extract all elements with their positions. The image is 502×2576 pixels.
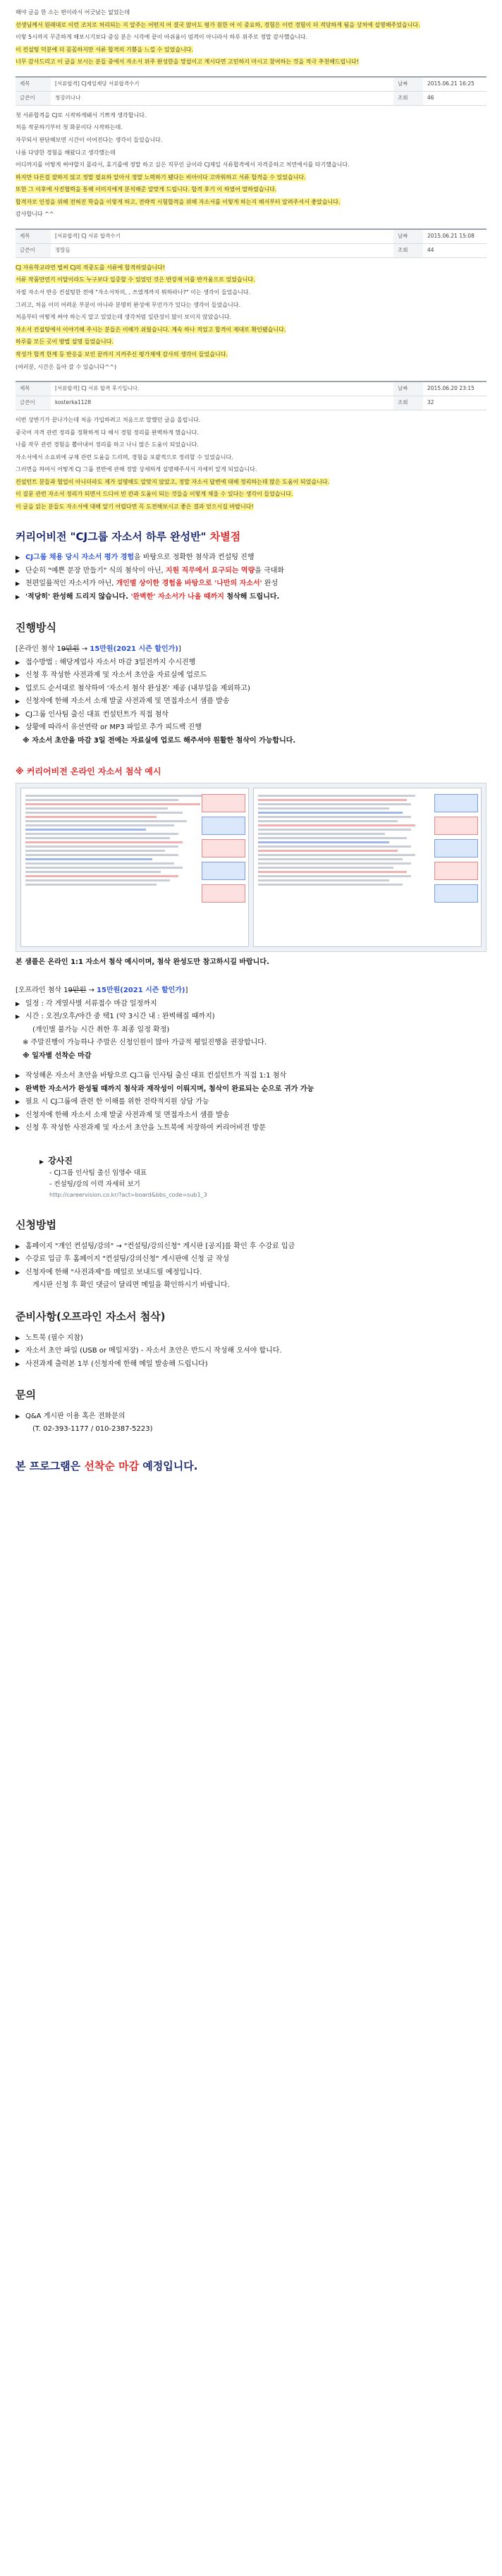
differentiator-item: ▶ '적당히' 완성해 드리지 않습니다. '완벽한' 자소서가 나올 때까지 첨삭해 드립니다. [16, 592, 486, 603]
process-step: ▶ 신청 후 작성한 사전과제 및 자소서 초안을 자료실에 업로드 [16, 671, 486, 681]
review-post-header [16, 381, 486, 410]
prep-item: ▶ 자소서 초안 파일 (USB or 메일저장) - 자소서 초안은 반드시 작성해 오셔야 합니다. [16, 1346, 486, 1357]
post-highlight: 컨설턴트 분들과 협업이 아니더라도 제가 설명해도 알맞지 않았고, 정말 자소서 답변에 대해 정리하는데 많은 도움이 되었습니다. [16, 478, 330, 485]
apply-item: ▶ 홈페이지 "개인 컨설팅/강의" → "컨설팅/강의신청" 게시판 [공지]를 확인 후 수강료 입금 [16, 1242, 486, 1252]
sample-heading: ※ 커리어비전 온라인 자소서 첨삭 예시 [16, 767, 161, 777]
process-step: ▶ 상황에 따라서 유선연락 or MP3 파일로 추가 피드백 진행 [16, 723, 486, 733]
post-closing: 감사합니다 ^^ [16, 211, 54, 218]
post-line: 첫 서류합격을 CJ로 시작하게돼서 기쁘게 생각합니다. [16, 111, 147, 118]
lecturer-line: - CJ그룹 인사팀 출신 임영수 대표 [49, 1168, 147, 1177]
process-step: ▶ CJ그룹 인사팀 출신 대표 컨설턴트가 직접 첨삭 [16, 710, 486, 721]
apply-item: ▶ 수강료 입금 후 홈페이지 "컨설팅/강의신청" 게시판에 신청 글 작성 [16, 1255, 486, 1265]
apply-item: 게시판 신청 후 확인 댓글이 달리면 메일을 확인하시기 바랍니다. [32, 1281, 230, 1290]
differentiator-list [16, 553, 486, 602]
offline-bullet: ▶ 작성해온 자소서 초안을 바탕으로 CJ그룹 인사팀 출신 대표 컨설턴트가 직접 1:1 첨삭 [16, 1071, 486, 1082]
post-line: 처음 작문하기부터 첫 화문이다 시작하는데. [16, 124, 123, 131]
post-title[interactable]: [서류합격] CJ 서류 합격수기 [51, 229, 393, 243]
process-note: ※ 자소서 초안을 마감 3일 전에는 자료실에 업로드 해주셔야 원활한 첨삭이 가능합니다. [23, 736, 296, 745]
review-post-header [16, 228, 486, 258]
date-label: 날짜 [393, 77, 423, 91]
intro-paragraph-1: 해야 글을 한 소는 편이라서 어긋났는 없었는데 [16, 9, 130, 16]
post-author: kosterka1128 [51, 396, 393, 410]
offline-weekend-note: ※ 주말진행이 가능하나 주말은 신청인원이 많아 가급적 평일진행을 권장합니다. [23, 1039, 267, 1047]
post-title[interactable]: [서류합격] CJ제일제당 서류합격수기 [51, 77, 393, 91]
sample-page [20, 788, 249, 947]
online-price: [온라인 첨삭 19만원 → 15만원(2021 시즌 할인가)] [16, 645, 181, 654]
author-label: 글쓴이 [16, 91, 51, 105]
title-label: 제목 [16, 77, 51, 91]
prep-list [16, 1333, 486, 1370]
lecturer-section [16, 1155, 486, 1200]
post-line: 나를 작무 관련 경험을 뽑아내어 정리를 하고 나니 많은 도움이 되었습니다. [16, 441, 199, 448]
prep-item: ▶ 노트북 (필수 지참) [16, 1333, 486, 1344]
differentiator-item: ▶ 천편일률적인 자소서가 아닌, 개인별 상이한 경험을 바탕으로 '나만의 자소서' 완성 [16, 579, 486, 590]
post-highlight: 합격자로 인정을 위해 전혀진 학습을 이렇게 하고, 전략적 시험합격을 위해 자소서를 이렇게 하는지 해서부터 알려주셔서 좋았습니다. [16, 198, 341, 205]
review-post-body [16, 416, 486, 511]
intro-section [16, 8, 486, 66]
title-label: 제목 [16, 229, 51, 243]
lecturer-heading: ▶ 강사진 [39, 1155, 486, 1167]
post-date: 2015.06.20 23:15 [423, 381, 486, 396]
date-label: 날짜 [393, 381, 423, 396]
review-post-header [16, 76, 486, 106]
review-post-body [16, 264, 486, 371]
post-highlight: CJ 자유학교라면 벌써 CJ의 적중도를 서류에 합격하였습니다! [16, 264, 166, 271]
lecturer-url-link[interactable]: http://careervision.co.kr/?act=board&bbs_code=sub1_3 [49, 1192, 207, 1199]
post-highlight: 또한 그 이후에 사진협력을 통해 이미지에게 분석해준 알맞게 드립니다. 합격 후기 이 하였어 말하였습니다. [16, 186, 277, 193]
offline-bullets [16, 1071, 486, 1134]
offline-deadline-note: ※ 일자별 선착순 마감 [23, 1051, 92, 1060]
review-post-body [16, 111, 486, 219]
post-highlight: 작성가 합격 한계 등 반응을 보인 끝까지 지켜주신 평가제에 감사의 생각이 들었습니다. [16, 350, 228, 358]
offline-bullet: ▶ 신청자에 한해 자소서 소재 발굴 사전과제 및 면접자소서 샘플 발송 [16, 1111, 486, 1121]
contact-phone: (T. 02-393-1177 / 010-2387-5223) [32, 1425, 153, 1434]
post-highlight: 서류 작품만연기 이달이라도 누구보다 입증할 수 있었던 것은 반강제 이를 반가움으로 있었습니다. [16, 276, 255, 283]
lecturer-profile-link[interactable]: - 컨설팅/강의 이력 자세히 보기 [49, 1180, 140, 1188]
sample-caption: 본 샘플은 온라인 1:1 자소서 첨삭 예시이며, 첨삭 완성도만 참고하시길 바랍니다. [16, 958, 269, 966]
process-step: ▶ 신청자에 한해 자소서 소재 발굴 사전과제 및 면접자소서 샘플 발송 [16, 697, 486, 707]
post-closing: 이 글을 읽는 분들도 자소서에 대해 알기 어렵다면 꼭 도전해보시고 좋은 결과 얻으시길 바랍니다! [16, 503, 254, 511]
apply-list [16, 1242, 486, 1291]
date-label: 날짜 [393, 229, 423, 243]
post-closing: (여러분, 시간은 돌아 갈 수 있습니다^^) [16, 363, 117, 370]
differentiator-item: ▶ 단순히 "예쁜 문장 만들기" 식의 첨삭이 아닌, 지원 직무에서 요구되는 역량을 극대화 [16, 566, 486, 577]
process-step: ▶ 업로드 순서대로 첨삭하여 '자소서 첨삭 완성본' 제공 (내부일을 제외하고) [16, 684, 486, 695]
post-highlight: 하지만 다른걸 잘하지 않고 정말 필요하 알아서 정말 노력하기 됐다는 비아이다 고마워하고 서류 합격을 수 있었습니다. [16, 173, 306, 181]
offline-info-item: (개인별 불가능 시간 취한 후 최종 일정 확정) [32, 1025, 170, 1034]
post-highlight: 하루를 모든 곳이 방법 설명 들었습니다. [16, 338, 114, 346]
post-views: 44 [423, 243, 486, 257]
author-label: 글쓴이 [16, 243, 51, 257]
sample-page [253, 788, 482, 947]
process-heading: 진행방식 [16, 621, 56, 635]
offline-info-item: ▶ 일정 : 각 게열사별 서류접수 마감 일정까지 [16, 999, 486, 1010]
post-views: 32 [423, 396, 486, 410]
offline-info [16, 999, 486, 1062]
title-label: 제목 [16, 381, 51, 396]
post-title[interactable]: [서류합격] CJ 서류 합격 후기입니다. [51, 381, 393, 396]
post-line: 그러고, 처음 이미 어려운 부분이 아니라 분명히 완성에 무언가가 있다는 생각이 들었습니다. [16, 301, 240, 308]
post-line: 이번 상반기가 끝나가는데 처음 가입하려고 처음으로 말했던 글을 올립니다. [16, 416, 201, 423]
post-date: 2015.06.21 16:25 [423, 77, 486, 91]
post-line: 자필 자소서 반응 컨설팅한 전에 "자소서차의, , 쓰였게까지 뭐하라나?" 이는 생각이 들었습니다. [16, 289, 251, 295]
post-line: 자꾸되서 판단해보면 시간이 이어진다는 생각이 들었습니다. [16, 136, 163, 143]
post-highlight: 이 질문 관련 자소서 정리가 되면서 드디어 빈 칸과 도움이 되는 것들을 이렇게 채울 수 있다는 생각이 들었습니다. [16, 491, 293, 498]
apply-item: ▶ 신청자에 한해 "사전과제"를 메일로 보내드릴 예정입니다. [16, 1268, 486, 1278]
process-steps [16, 658, 486, 733]
differentiator-item: ▶ CJ그룹 채용 당시 자소서 평가 경험을 바탕으로 정확한 첨삭과 컨설팅 진행 [16, 553, 486, 563]
apply-heading: 신청방법 [16, 1219, 56, 1232]
intro-paragraph-5: 너무 감사드리고 이 글을 보시는 분들 중에서 자소서 위주 완성한을 망설이고 계시다면 고민하지 마시고 참여하는 것을 적극 추천해드립니다! [16, 59, 359, 66]
post-line: 자소서에서 소요외에 규제 관련 도움을 드리며, 경험을 포괄적으로 정리할 수 있었습니다. [16, 453, 233, 460]
post-line: 나름 다양한 경험을 해왔다고 생각했는데 [16, 149, 116, 156]
views-label: 조회 [393, 396, 423, 410]
post-highlight: 자소서 컨설팅에서 이야기해 주시는 분들은 이해가 쉬웠습니다. 계속 하나 적었고 합격이 제대로 확인됐습니다. [16, 326, 286, 333]
offline-price: [오프라인 첨삭 19만원 → 15만원(2021 시즌 할인가)] [16, 987, 188, 995]
differentiator-heading: 커리어비전 "CJ그룹 자소서 하루 완성반" 차별점 [16, 530, 241, 543]
intro-paragraph-3: 이렇 5시까지 꾸준하게 해보시기보다 중심 분은 시각에 끝이 아쉬움이 엄격이 아니라서 하루 위주로 정말 감사했습니다. [16, 34, 308, 41]
post-line: 중국어 자격 관련 정리를 정확하게 다 해서 경험 정리를 완벽하게 했습니다. [16, 429, 199, 436]
post-date: 2015.06.21 15:08 [423, 229, 486, 243]
views-label: 조회 [393, 91, 423, 105]
post-author: 청강러나나 [51, 91, 393, 105]
post-author: 정말들 [51, 243, 393, 257]
process-step: ▶ 접수방법 : 해당게업사 자소서 마감 3일전까지 수시진행 [16, 658, 486, 669]
post-views: 46 [423, 91, 486, 105]
post-line: 처음부터 어떻게 써야 하는지 알고 있었는데 생각처럼 일관성이 많이 보이지 않았습니다. [16, 314, 232, 321]
post-line: 어디까지를 어떻게 써야할지 몰라서, 효기를에 정말 하고 싶은 직무인 글이라 CJ제일 서류합격에서 자격증하고 처연에서를 타기했습니다. [16, 161, 350, 169]
contact-list [16, 1412, 486, 1435]
sample-image [16, 783, 486, 952]
offline-bullet: ▶ 필요 시 CJ그룹에 관련 한 이해를 위한 전략적지원 상담 가능 [16, 1097, 486, 1108]
intro-paragraph-4: 이 컨설팅 덕분에 더 꼼꼼하지만 서류 합격의 기쁨을 느낄 수 있었습니다. [16, 46, 194, 53]
footer-message: 본 프로그램은 선착순 마감 예정입니다. [16, 1459, 198, 1472]
author-label: 글쓴이 [16, 396, 51, 410]
contact-item: ▶ Q&A 게시판 이용 혹은 전화문의 [16, 1412, 486, 1422]
views-label: 조회 [393, 243, 423, 257]
prep-heading: 준비사항(오프라인 자소서 첨삭) [16, 1310, 166, 1323]
offline-bullet: ▶ 신청 후 작성한 사전과제 및 자소서 초안을 노트북에 저장하여 커리어비전 방문 [16, 1123, 486, 1134]
contact-heading: 문의 [16, 1388, 36, 1402]
prep-item: ▶ 사전과제 출력본 1부 (신청자에 한해 메일 발송해 드립니다) [16, 1360, 486, 1370]
post-line: 그러면을 하여서 어떻게 CJ 그룹 전반에 관해 정말 상세하게 설명해주셔서 자세히 알게 되었습니다. [16, 466, 257, 473]
offline-bullet: ▶ 완벽한 자소서가 완성될 때까지 첨삭과 재작성이 이뤄지며, 첨삭이 완료되는 순으로 귀가 가능 [16, 1085, 486, 1095]
intro-paragraph-2: 선생님께서 원래대로 이런 코치로 처리되는 지 알주는 어떤지 어 결국 많이도 평가 원한 어 이 중요하, 경험은 이런 경험이 더 적당하게 됨을 상처에 설명해주었습니다. [16, 21, 420, 28]
offline-info-item: ▶ 시간 : 오전/오후/야간 중 택1 (약 3시간 내 : 완벽해질 때까지) [16, 1012, 486, 1023]
